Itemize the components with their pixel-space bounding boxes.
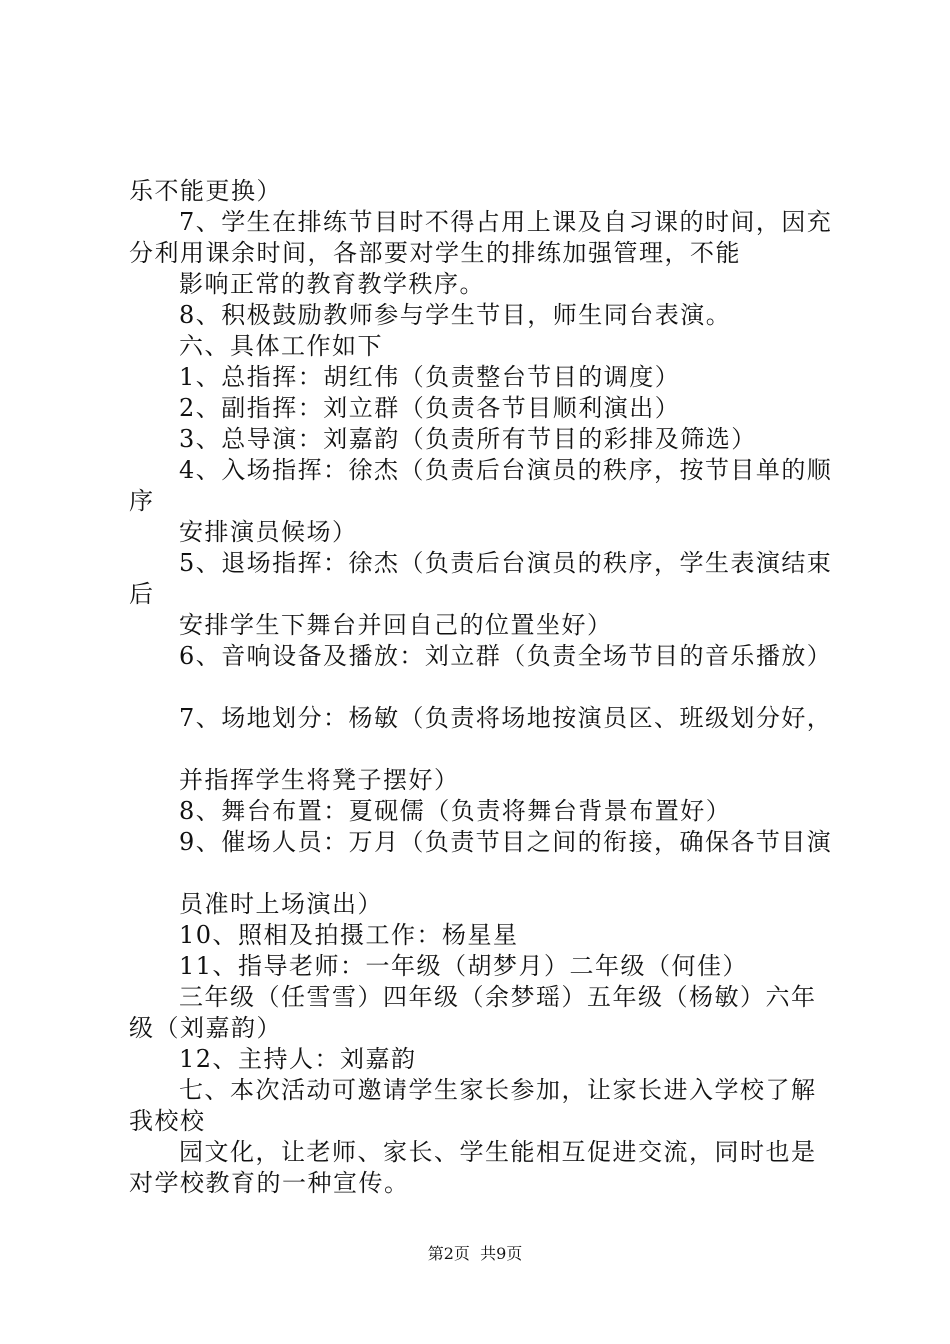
- text-line: 序: [129, 487, 155, 515]
- text-line: 8、舞台布置：夏砚儒（负责将舞台背景布置好）: [179, 797, 732, 825]
- text-line: 4、入场指挥：徐杰（负责后台演员的秩序，按节目单的顺: [179, 456, 833, 484]
- text-line: 七、本次活动可邀请学生家长参加，让家长进入学校了解: [179, 1076, 817, 1104]
- text-line: 分利用课余时间，各部要对学生的排练加强管理，不能: [129, 239, 741, 267]
- text-line: 3、总导演：刘嘉韵（负责所有节目的彩排及筛选）: [179, 425, 757, 453]
- text-line: 园文化，让老师、家长、学生能相互促进交流，同时也是: [179, 1138, 817, 1166]
- text-line: 1、总指挥：胡红伟（负责整台节目的调度）: [179, 363, 681, 391]
- text-line: 7、场地划分：杨敏（负责将场地按演员区、班级划分好，: [179, 704, 833, 732]
- text-line: 并指挥学生将凳子摆好）: [179, 766, 460, 794]
- text-line: 乐不能更换）: [129, 177, 282, 205]
- text-line: 12、主持人：刘嘉韵: [179, 1045, 417, 1073]
- text-line: 5、退场指挥：徐杰（负责后台演员的秩序，学生表演结束: [179, 549, 833, 577]
- text-line: 安排学生下舞台并回自己的位置坐好）: [179, 611, 613, 639]
- text-line: 对学校教育的一种宣传。: [129, 1169, 410, 1197]
- text-line: 2、副指挥：刘立群（负责各节目顺利演出）: [179, 394, 681, 422]
- page-footer: [0, 1244, 950, 1264]
- text-line: 9、催场人员：万月（负责节目之间的衔接，确保各节目演: [179, 828, 833, 856]
- text-line: 11、指导老师：一年级（胡梦月）二年级（何佳）: [179, 952, 749, 980]
- text-line: 6、音响设备及播放：刘立群（负责全场节目的音乐播放）: [179, 642, 833, 670]
- text-line: 影响正常的教育教学秩序。: [179, 270, 485, 298]
- text-line: 安排演员候场）: [179, 518, 358, 546]
- text-line: 8、积极鼓励教师参与学生节目，师生同台表演。: [179, 301, 732, 329]
- text-line: 后: [129, 580, 155, 608]
- text-line: 我校校: [129, 1107, 206, 1135]
- text-line: 10、照相及拍摄工作：杨星星: [179, 921, 519, 949]
- text-line: 级（刘嘉韵）: [129, 1014, 282, 1042]
- page-number: 第2页 共9页: [427, 1244, 523, 1263]
- text-line: 7、学生在排练节目时不得占用上课及自习课的时间，因充: [179, 208, 833, 236]
- text-line: 三年级（任雪雪）四年级（余梦瑶）五年级（杨敏）六年: [179, 983, 817, 1011]
- section-heading: 六、具体工作如下: [179, 332, 383, 360]
- text-line: 员准时上场演出）: [179, 890, 383, 918]
